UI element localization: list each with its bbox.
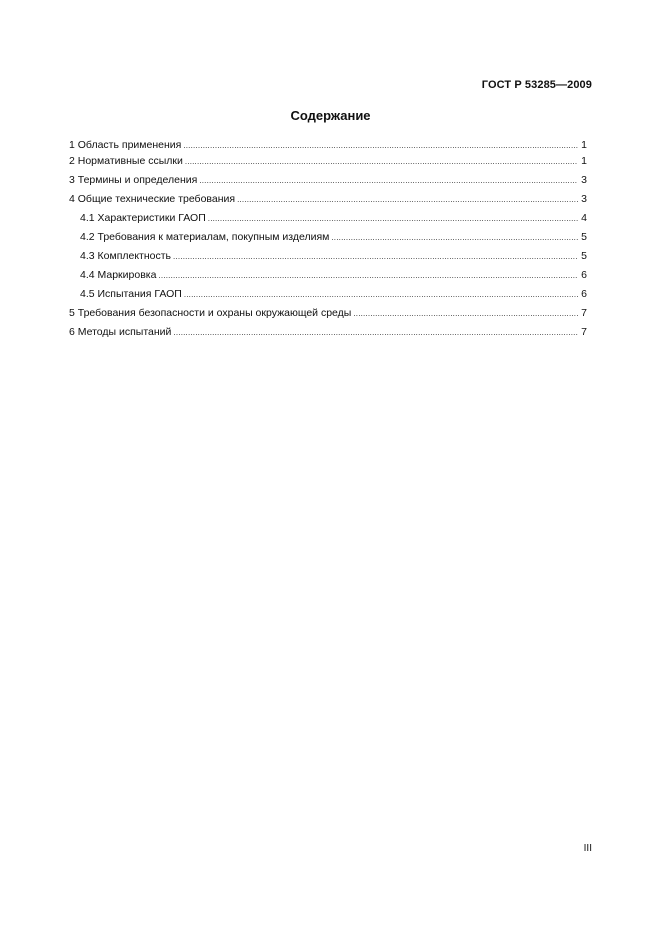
toc-item-title: 4 Общие технические требования	[69, 193, 236, 205]
toc-item-title: 4.5 Испытания ГАОП	[80, 288, 182, 300]
dot-leader	[208, 213, 578, 225]
dot-leader	[353, 308, 578, 320]
toc-item-title: 5 Требования безопасности и охраны окружающей среды	[69, 307, 352, 319]
toc-item-4-4[interactable]	[69, 269, 587, 288]
toc-item-page: 1	[581, 139, 587, 151]
toc-item-title: 2 Нормативные ссылки	[69, 155, 183, 167]
toc-item-page: 6	[581, 288, 587, 300]
toc-item-page: 3	[581, 193, 587, 205]
toc-item-4-3[interactable]	[69, 250, 587, 269]
table-of-contents	[69, 139, 587, 345]
dot-leader	[199, 175, 578, 187]
toc-item-title: 4.1 Характеристики ГАОП	[80, 212, 206, 224]
toc-item-title: 4.3 Комплектность	[80, 250, 172, 262]
toc-item-title: 1 Область применения	[69, 139, 182, 151]
dot-leader	[237, 194, 578, 206]
dot-leader	[185, 156, 578, 168]
standard-code: ГОСТ Р 53285—2009	[481, 79, 592, 91]
toc-item-title: 4.4 Маркировка	[80, 269, 157, 281]
toc-item-page: 4	[581, 212, 587, 224]
toc-item-1[interactable]	[69, 139, 587, 155]
toc-item-4-5[interactable]	[69, 288, 587, 307]
toc-item-page: 7	[581, 326, 587, 338]
page-title: Содержание	[290, 108, 371, 123]
toc-item-page: 5	[581, 250, 587, 262]
toc-item-3[interactable]	[69, 174, 587, 193]
toc-item-title: 6 Методы испытаний	[69, 326, 172, 338]
toc-item-6[interactable]	[69, 326, 587, 345]
toc-item-2[interactable]	[69, 155, 587, 174]
dot-leader	[183, 140, 578, 152]
dot-leader	[184, 289, 578, 301]
toc-item-page: 5	[581, 231, 587, 243]
toc-item-page: 1	[581, 155, 587, 167]
toc-item-5[interactable]	[69, 307, 587, 326]
toc-item-title: 4.2 Требования к материалам, покупным изделиям	[80, 231, 330, 243]
toc-item-page: 3	[581, 174, 587, 186]
dot-leader	[331, 232, 578, 244]
toc-item-title: 3 Термины и определения	[69, 174, 198, 186]
toc-item-page: 7	[581, 307, 587, 319]
dot-leader	[158, 270, 578, 282]
toc-item-4[interactable]	[69, 193, 587, 212]
dot-leader	[173, 251, 578, 263]
dot-leader	[173, 327, 578, 339]
toc-item-page: 6	[581, 269, 587, 281]
toc-item-4-1[interactable]	[69, 212, 587, 231]
page-number: III	[583, 843, 592, 854]
toc-item-4-2[interactable]	[69, 231, 587, 250]
